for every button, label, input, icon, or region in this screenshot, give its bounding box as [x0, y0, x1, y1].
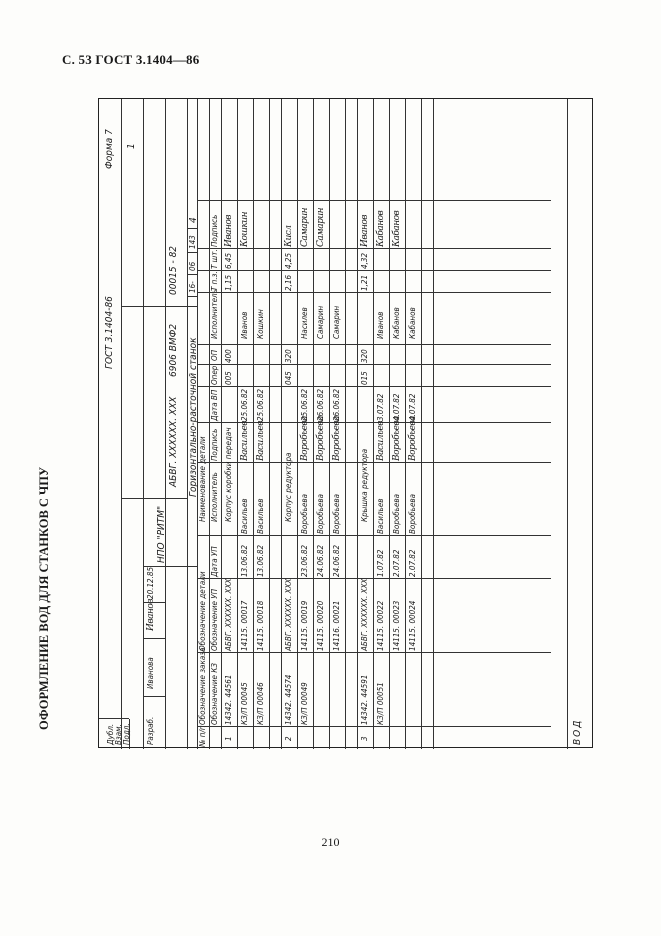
group-op: 320	[284, 349, 293, 363]
group-tpz: 1,15	[224, 274, 233, 291]
row-date-up: 2.07.82	[392, 549, 401, 577]
row-up: 14115. 00017	[240, 600, 249, 651]
row-date-vp: 4.07.82	[392, 393, 401, 421]
grid-line	[121, 498, 187, 499]
razrab-name: Иванова	[146, 657, 155, 689]
row-date-up: 23.06.82	[300, 544, 309, 577]
col-executor: Исполнитель	[210, 472, 219, 522]
row-date-up: 13.06.82	[240, 544, 249, 577]
row-up: 14115. 00023	[392, 600, 401, 651]
row-sign2: Самарин	[316, 207, 326, 247]
col-tsht: Т шт.	[210, 249, 219, 269]
col-kz: Обозначение КЗ	[210, 663, 219, 725]
grid-line	[197, 535, 551, 536]
sheet-one: 1	[126, 143, 137, 149]
side-title: ОФОРМЛЕНИЕ ВОД ДЛЯ СТАНКОВ С ЧПУ	[37, 466, 51, 730]
grid-line	[143, 566, 197, 567]
row-kz: КЗ/П 00045	[240, 682, 249, 725]
row-executor: Воробьева	[332, 493, 341, 534]
grid-line	[433, 99, 434, 749]
sheet-d: 4	[188, 217, 199, 223]
row-sign: Воробьева	[300, 415, 310, 461]
col-order: Обозначение заказа	[198, 647, 207, 725]
doc-number: 00015 - 82	[168, 245, 179, 295]
grid-line	[567, 99, 568, 749]
group-oper: 015	[360, 371, 369, 385]
grid-line	[143, 602, 165, 603]
row-sign2: Кабанов	[376, 210, 386, 247]
grid-line	[345, 99, 346, 749]
row-kz: КЗ/П 00051	[376, 682, 385, 725]
grid-line	[269, 99, 270, 749]
row-oper-exec: Кошкин	[256, 309, 265, 339]
row-date-vp: 26.06.82	[332, 388, 341, 421]
group-tpz: 2,16	[284, 274, 293, 291]
row-date-vp: 4.07.82	[408, 393, 417, 421]
standard-code: ГОСТ 3.1404-86	[104, 296, 115, 369]
row-executor: Воробьева	[300, 493, 309, 534]
grid-line	[237, 99, 238, 749]
group-executor: Иванов	[376, 311, 385, 339]
group-order: 14342. 44561	[224, 674, 233, 725]
group-part: АБВГ. XXXXXX. XXX	[224, 578, 233, 651]
grid-line	[329, 99, 330, 749]
razrab-label: Разраб.	[146, 716, 155, 745]
grid-line	[143, 638, 165, 639]
stamp-dubl: Дубл.	[106, 723, 115, 745]
col-up: Обозначение УП	[210, 588, 219, 651]
grid-line	[129, 719, 130, 749]
row-oper-exec: Самарин	[332, 305, 341, 339]
col-sign2: Подпись	[210, 214, 219, 247]
row-date-up: 24.06.82	[316, 544, 325, 577]
grid-line	[421, 99, 422, 749]
machine-name: Горизонтально-расточной станок	[188, 337, 199, 497]
grid-line	[253, 99, 254, 749]
row-up: 14115. 00024	[408, 600, 417, 651]
col-sign: Подпись	[210, 428, 219, 461]
grid-line	[187, 296, 197, 297]
row-up: 14116. 00021	[332, 600, 341, 651]
row-sign: Васильев	[256, 420, 266, 461]
row-date-up: 2.07.82	[408, 549, 417, 577]
page-header: С. 53 ГОСТ 3.1404—86	[62, 52, 200, 67]
grid-line	[197, 422, 551, 423]
grid-line	[143, 99, 144, 749]
row-date-up: 13.06.82	[256, 544, 265, 577]
row-executor: Васильев	[256, 498, 265, 534]
group-tpz: 1,21	[360, 274, 369, 291]
row-date-vp: 26.06.82	[316, 388, 325, 421]
machine-code: 6906 ВМФ2	[168, 323, 179, 377]
footer-code: ВОД	[572, 718, 583, 745]
sheet-b: 06	[188, 261, 197, 271]
group-oper: 045	[284, 371, 293, 385]
group-oper: 005	[224, 371, 233, 385]
group-num: 3	[360, 736, 369, 741]
grid-line	[197, 344, 551, 345]
row-date-vp: 25.06.82	[256, 388, 265, 421]
group-tsht: 4,25	[284, 252, 293, 269]
grid-line	[197, 462, 551, 463]
group-executor: Иванов	[240, 311, 249, 339]
grid-line	[297, 99, 298, 749]
group-op: 400	[224, 349, 233, 363]
grid-line	[405, 99, 406, 749]
org-name: НПО "РИТМ"	[156, 505, 167, 563]
col-name: Наименование детали	[198, 436, 207, 522]
row-up: 14115. 00019	[300, 600, 309, 651]
row-executor: Васильев	[376, 498, 385, 534]
col-op: ОП	[210, 349, 219, 361]
group-name: Корпус редуктора	[284, 452, 293, 522]
row-sign2: Кабанов	[392, 210, 402, 247]
row-executor: Воробьева	[316, 493, 325, 534]
row-sign: Васильев	[240, 420, 250, 461]
doc-code: АБВГ. XXXXXX. XXX	[168, 396, 179, 487]
group-part: АБВГ. XXXXXX. XXX	[284, 578, 293, 651]
grid-line	[373, 99, 374, 749]
row-executor: Васильев	[240, 498, 249, 534]
rotated-form	[98, 98, 593, 748]
group-name: Корпус коробки передач	[224, 427, 233, 522]
row-date-vp: 25.06.82	[300, 388, 309, 421]
group-name: Крышка редуктора	[360, 448, 369, 522]
col-oper: Опер	[210, 365, 219, 385]
group-sign2: Иванов	[224, 214, 234, 247]
row-date-up: 1.07.82	[376, 549, 385, 577]
group-num: 2	[284, 736, 293, 741]
grid-line	[357, 99, 358, 749]
stamp-podl: Подл.	[122, 723, 131, 745]
row-sign: Воробьева	[332, 415, 342, 461]
col-part: Обозначение детали	[198, 571, 207, 651]
row-kz: КЗ/П 00049	[300, 682, 309, 725]
group-order: 14342. 44574	[284, 674, 293, 725]
form-table	[99, 99, 594, 749]
group-order: 14342. 44591	[360, 674, 369, 725]
row-sign: Воробьева	[408, 415, 418, 461]
sheet-c: 143	[188, 235, 197, 249]
group-tsht: 4,32	[360, 252, 369, 269]
row-executor: Воробьева	[408, 493, 417, 534]
grid-line	[197, 364, 551, 365]
sheet-a: 16-	[188, 281, 197, 293]
col-executor-2: Исполнитель	[210, 289, 219, 339]
row-date-up: 24.06.82	[332, 544, 341, 577]
group-sign2: Иванов	[360, 214, 370, 247]
grid-line	[197, 248, 551, 249]
row-sign: Васильев	[376, 420, 386, 461]
group-tsht: 6,45	[224, 252, 233, 269]
razrab-sign: Иванов	[146, 598, 156, 631]
grid-line	[197, 652, 551, 653]
row-oper-exec: Кабанов	[392, 307, 401, 339]
grid-line	[281, 99, 282, 749]
group-op: 320	[360, 349, 369, 363]
razrab-date: 20.12.85	[146, 566, 155, 599]
grid-line	[165, 99, 166, 749]
row-up: 14115. 00022	[376, 600, 385, 651]
grid-line	[187, 228, 197, 229]
row-up: 14115. 00018	[256, 600, 265, 651]
row-oper-exec: Кабанов	[408, 307, 417, 339]
row-date-vp: 25.06.82	[240, 388, 249, 421]
grid-line	[197, 578, 551, 579]
col-tpz: Т п.з.	[210, 271, 219, 291]
grid-line	[121, 306, 197, 307]
row-oper-exec: Самарин	[316, 305, 325, 339]
group-part: АБВГ. XXXXXX. XXX	[360, 578, 369, 651]
row-sign2: Самарин	[300, 207, 310, 247]
col-date-vp: Дата ВП	[210, 389, 219, 421]
form-label: Форма 7	[104, 129, 115, 169]
group-executor: Насилев	[300, 307, 309, 339]
grid-line	[197, 726, 551, 727]
grid-line	[187, 274, 197, 275]
row-sign2: Кошкин	[240, 211, 250, 247]
grid-line	[313, 99, 314, 749]
row-sign: Воробьева	[316, 415, 326, 461]
row-executor: Воробьева	[392, 493, 401, 534]
row-up: 14115. 00020	[316, 600, 325, 651]
row-kz: КЗ/П 00046	[256, 682, 265, 725]
page-number: 210	[321, 835, 340, 849]
grid-line	[143, 696, 165, 697]
group-num: 1	[224, 736, 233, 741]
grid-line	[187, 99, 188, 499]
col-date-up: Дата УП	[210, 546, 219, 577]
group-sign2: Кисл	[284, 225, 294, 247]
row-date-vp: 3.07.82	[376, 393, 385, 421]
grid-line	[197, 386, 551, 387]
col-num: № п/п	[198, 725, 207, 747]
grid-line	[197, 292, 551, 293]
grid-line	[197, 270, 551, 271]
row-sign: Воробьева	[392, 415, 402, 461]
grid-line	[197, 200, 551, 201]
side-title-wrap	[34, 330, 54, 730]
grid-line	[121, 99, 122, 749]
grid-line	[187, 252, 197, 253]
stamp-vzam: Взам.	[114, 724, 123, 745]
grid-line	[99, 718, 129, 719]
grid-line	[389, 99, 390, 749]
